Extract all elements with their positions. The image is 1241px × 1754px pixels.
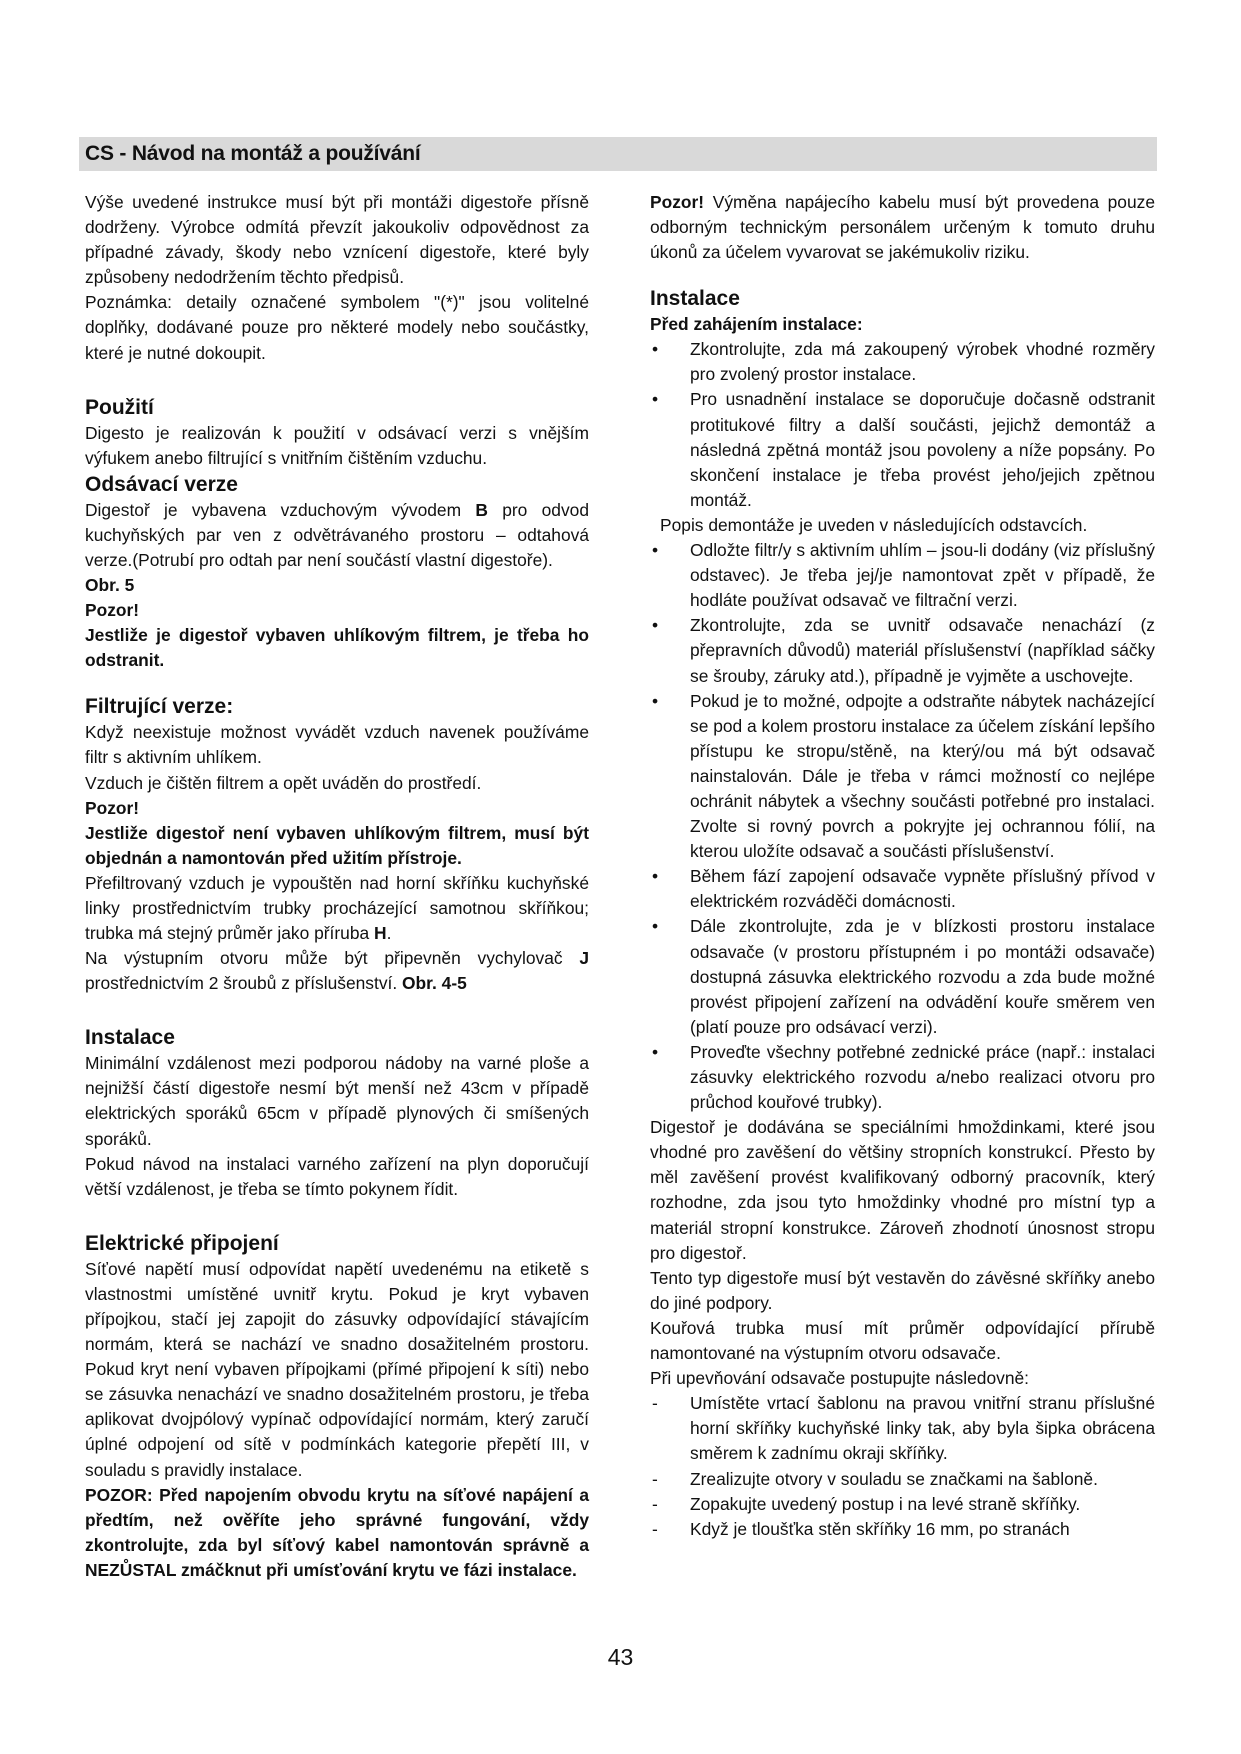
list-item: • Pro usnadnění instalace se doporučuje dočasně odstranit protitukové filtry a další součásti, jejichž demontáž a následná zpětná montáž jsou povoleny a níže popsány. Po skončení instalace je třeba provést jeho/jejich zpětnou montáž. — [652, 389, 1155, 510]
list-item: • Zkontrolujte, zda má zakoupený výrobek vhodné rozměry pro zvolený prostor instalace. — [652, 339, 1155, 385]
intro-paragraph: Výše uvedené instrukce musí být při montáži digestoře přísně dodrženy. Výrobce odmítá převzít jakoukoliv odpovědnost za případné závady, škody nebo vznícení digestoře, které byly způsobeny nedodržením těchto předpisů. — [85, 192, 589, 288]
prep-bullet-list-2 — [650, 538, 1155, 1115]
pipe-paragraph: Kouřová trubka musí mít průměr odpovídající přírubě namontované na výstupním otvoru odsavače. — [650, 1317, 1155, 1364]
install-paragraph-2: Pokud návod na instalaci varného zařízení na plyn doporučují větší vzdálenost, je třeba se tímto pokynem řídit. — [85, 1153, 589, 1199]
list-item: - Když je tloušťka stěn skříňky 16 mm, po stranách — [652, 1518, 1070, 1539]
cable-warning-paragraph: Pozor! Výměna napájecího kabelu musí být provedena pouze odborným technickým personálem určeným k tomuto druhu úkonů za účelem vyvarovat se jakémukoliv riziku. — [650, 192, 1155, 263]
electrical-paragraph: Síťové napětí musí odpovídat napětí uvedenému na etiketě s vlastnostmi umístěné uvnitř krytu. Pokud je kryt vybaven přípojkou, stačí jej zapojit do zásuvky odpovídající stávajícím normám, která se nachází ve snadno dosažitelném prostoru. Pokud kryt není vybaven přípojkami (přímé připojení k síti) nebo se zásuvka nenachází ve snadno dosažitelném prostoru, je třeba aplikovat dvojpólový vypínač odpovídající normám, který zaručí úplné odpojení od sítě v podmínkách kategorie přepětí III, v souladu s pravidly instalace. — [85, 1258, 589, 1480]
exhaust-heading: Odsávací verze — [85, 472, 238, 496]
left-column — [85, 190, 589, 1583]
section-title: CS - Návod na montáž a používání — [85, 142, 421, 165]
filter-warning-text: Jestliže digestoř není vybaven uhlíkovým filtrem, musí být objednán a namontován před užitím přístroje. — [85, 822, 589, 868]
section-header-bar — [79, 137, 1157, 171]
install-heading-left: Instalace — [85, 1026, 175, 1050]
use-heading: Použití — [85, 395, 154, 419]
exhaust-paragraph: Digestoř je vybavena vzduchovým vývodem B pro odvod kuchyňských par ven z odvětrávaného prostoru – odtahová verze.(Potrubí pro odtah par není součástí vlastní digestoře). — [85, 499, 589, 571]
exhaust-warning-text: Jestliže je digestoř vybaven uhlíkovým filtrem, je třeba ho odstranit. — [85, 625, 589, 671]
filter-warning-label: Pozor! — [85, 797, 140, 818]
list-item: - Umístěte vrtací šablonu na pravou vnitřní stranu příslušné horní skříňky kuchyňské linky tak, aby byla šipka obrácena směrem k zadnímu okraji skříňky. — [652, 1393, 1155, 1464]
filter-paragraph-1: Když neexistuje možnost vyvádět vzduch navenek používáme filtr s aktivním uhlíkem. — [85, 722, 589, 768]
mount-steps-list — [650, 1391, 1155, 1542]
list-item: • Proveďte všechny potřebné zednické práce (např.: instalaci zásuvky elektrického rozvodu a/nebo realizaci otvoru pro průchod kouřové trubky). — [652, 1041, 1155, 1113]
page-number: 43 — [607, 1644, 634, 1670]
anchors-paragraph: Digestoř je dodávána se speciálními hmoždinkami, které jsou vhodné pro zavěšení do většiny stropních konstrukcí. Přesto by měl zavěšení provést kvalifikovaný odborný pracovník, který rozhodne, zda jsou tyto hmoždinky vhodné pro místní typ a materiál stropní konstrukce. Zároveň zhodnotí únosnost stropu pro digestoř. — [650, 1117, 1155, 1263]
electrical-warning: POZOR: Před napojením obvodu krytu na síťové napájení a předtím, než ověříte jeho správné fungování, vždy zkontrolujte, zda byl síťový kabel namontován správně a NEZŮSTAL zmáčknut při umísťování krytu ve fázi instalace. — [85, 1484, 589, 1580]
electrical-heading: Elektrické připojení — [85, 1231, 279, 1255]
list-item: • Zkontrolujte, zda se uvnitř odsavače nenachází (z přepravních důvodů) materiál příslušenství (například sáčky se šrouby, záruky atd.), případně je vyjměte a uschovejte. — [652, 615, 1155, 686]
list-item: • Odložte filtr/y s aktivním uhlím – jsou-li dodány (viz příslušný odstavec). Je třeba jej/je namontovat zpět v případě, že hodláte používat odsavač ve filtrační verzi. — [652, 540, 1155, 611]
note-paragraph: Poznámka: detaily označené symbolem "(*)" jsou volitelné doplňky, dodávané pouze pro některé modely nebo součástky, které je nutné dokoupit. — [85, 292, 589, 363]
exhaust-warning-label: Pozor! — [85, 600, 140, 621]
filter-paragraph-3: Přefiltrovaný vzduch je vypouštěn nad horní skříňku kuchyňské linky prostřednictvím trubky procházející samotnou skříňkou; trubka má stejný průměr jako příruba H. — [85, 872, 589, 943]
exhaust-figure-ref: Obr. 5 — [85, 575, 135, 596]
removal-note: Popis demontáže je uveden v následujících odstavcích. — [660, 514, 1088, 535]
before-install-heading: Před zahájením instalace: — [650, 314, 863, 335]
use-paragraph: Digesto je realizován k použití v odsávací verzi s vnějším výfukem anebo filtrující s vnitřním čištěním vzduchu. — [85, 422, 589, 468]
steps-intro: Při upevňování odsavače postupujte následovně: — [650, 1368, 1029, 1389]
filter-paragraph-2: Vzduch je čištěn filtrem a opět uváděn do prostředí. — [85, 772, 482, 793]
right-column — [650, 190, 1155, 1542]
prep-bullet-list — [650, 337, 1155, 513]
filter-paragraph-4: Na výstupním otvoru může být připevněn vychylovač J prostřednictvím 2 šroubů z příslušenství. Obr. 4-5 — [85, 948, 589, 994]
list-item: - Zrealizujte otvory v souladu se značkami na šabloně. — [652, 1468, 1098, 1489]
cabinet-paragraph: Tento typ digestoře musí být vestavěn do závěsné skříňky anebo do jiné podpory. — [650, 1267, 1155, 1313]
install-heading-right: Instalace — [650, 287, 740, 311]
list-item: - Zopakujte uvedený postup i na levé straně skříňky. — [652, 1493, 1081, 1514]
list-item: • Pokud je to možné, odpojte a odstraňte nábytek nacházející se pod a kolem prostoru instalace za účelem získání lepšího přístupu ke stropu/stěně, na který/ou má být odsavač nainstalován. Dále je třeba v rámci možností co nejlépe ochránit nábytek a všechny součásti potřebné pro instalaci. Zvolte si rovný povrch a pokryjte jej ochrannou fólií, na kterou uložíte odsavač a součásti příslušenství. — [652, 690, 1155, 862]
list-item: • Dále zkontrolujte, zda je v blízkosti prostoru instalace odsavače (v prostoru přístupném i po montáži odsavače) dostupná zásuvka elektrického rozvodu a zda bude možné provést připojení zařízení na odvádění kouře směrem ven (platí pouze pro odsávací verzi). — [652, 916, 1155, 1037]
filter-heading: Filtrující verze: — [85, 695, 234, 719]
install-paragraph-1: Minimální vzdálenost mezi podporou nádoby na varné ploše a nejnižší částí digestoře nesmí být menší než 43cm v případě elektrických sporáků 65cm v případě plynových či smíšených sporáků. — [85, 1053, 589, 1149]
list-item: • Během fází zapojení odsavače vypněte příslušný přívod v elektrickém rozváděči domácnosti. — [652, 866, 1155, 912]
